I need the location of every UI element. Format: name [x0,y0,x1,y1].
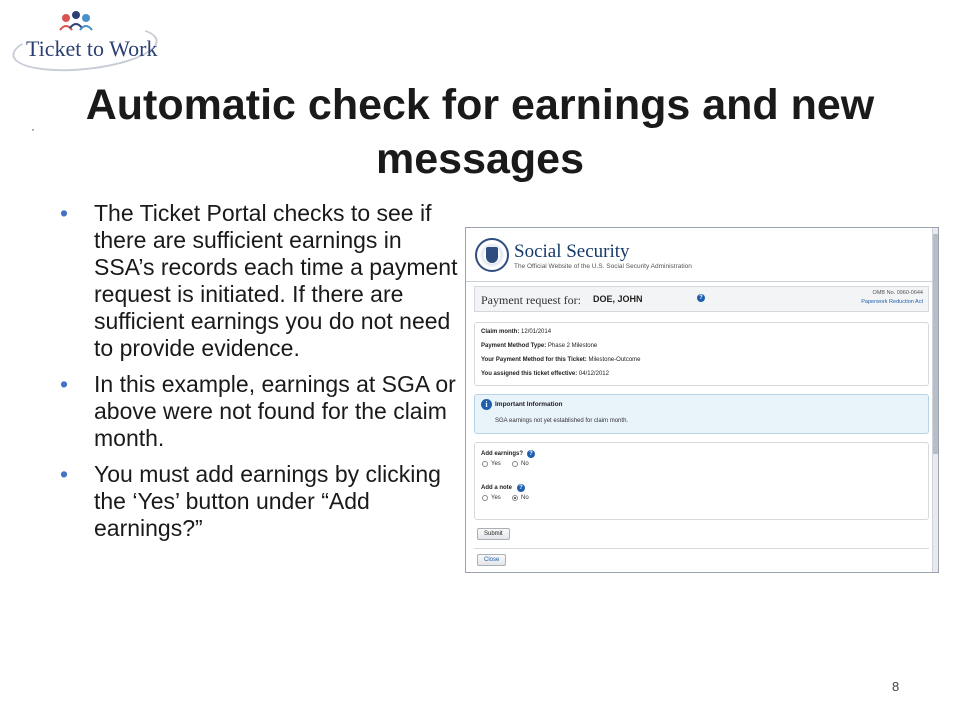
radio-label-yes: Yes [491,461,501,467]
scrollbar[interactable] [932,228,938,572]
bullet-item: • In this example, earnings at SGA or above were not found for the claim month. [60,371,456,451]
beneficiary-name: DOE, JOHN [593,294,643,304]
bullet-icon: • [60,200,69,226]
scrollbar-thumb[interactable] [933,234,938,454]
add-note-label: Add a note [481,485,512,491]
add-note-no-radio[interactable] [512,495,518,501]
ticket-to-work-logo [8,6,158,66]
ssa-brand: Social Security [514,241,630,262]
help-icon[interactable]: ? [517,484,525,492]
ssa-header [466,228,938,282]
ssa-content [474,286,929,572]
omb-number: OMB No. 0960-0644 [872,290,923,296]
divider [474,548,929,549]
radio-label-no: No [521,495,529,501]
info-icon: i [481,399,492,410]
decorative-dot: · [31,122,35,136]
radio-label-no: No [521,461,529,467]
ssa-portal-screenshot [465,227,939,573]
add-earnings-no-radio[interactable] [512,461,518,467]
submit-button[interactable]: Submit [477,528,510,540]
important-title: Important Information [495,401,563,408]
page-number: 8 [892,679,900,694]
payment-request-label: Payment request for: [481,293,581,307]
add-earnings-yes-radio[interactable] [482,461,488,467]
method-type-row: Payment Method Type: Phase 2 Milestone [481,343,598,349]
ssa-seal-icon [475,238,509,272]
help-icon[interactable]: ? [527,450,535,458]
close-button[interactable]: Close [477,554,506,566]
assigned-row: You assigned this ticket effective: 04/12/2012 [481,371,609,377]
add-earnings-label: Add earnings? [481,451,524,457]
your-method-row: Your Payment Method for this Ticket: Milestone-Outcome [481,357,641,363]
claim-info-box [474,322,929,386]
radio-label-yes: Yes [491,495,501,501]
ssa-tagline: The Official Website of the U.S. Social Security Administration [514,263,692,270]
important-information-box [474,394,929,434]
bullet-icon: • [60,371,69,397]
logo-text: Ticket to Work [26,36,158,61]
paperwork-reduction-link[interactable]: Paperwork Reduction Act [861,299,923,305]
bullet-item: • The Ticket Portal checks to see if there are sufficient earnings in SSA’s records each time a payment request is initiated. If there are sufficient earnings you do not need to provide evidence. [60,200,458,361]
add-note-yes-radio[interactable] [482,495,488,501]
important-message: SGA earnings not yet established for claim month. [495,418,629,424]
help-icon[interactable]: ? [697,294,705,302]
bullet-icon: • [60,461,69,487]
logo-people-icon [56,10,96,34]
payment-request-bar [474,286,929,312]
bullet-item: • You must add earnings by clicking the ‘Yes’ button under “Add earnings?” [60,461,441,541]
bullet-list [60,200,460,551]
claim-month-row: Claim month: 12/01/2014 [481,329,552,335]
earnings-form [474,442,929,520]
slide-title: Automatic check for earnings and new messages [85,81,875,183]
